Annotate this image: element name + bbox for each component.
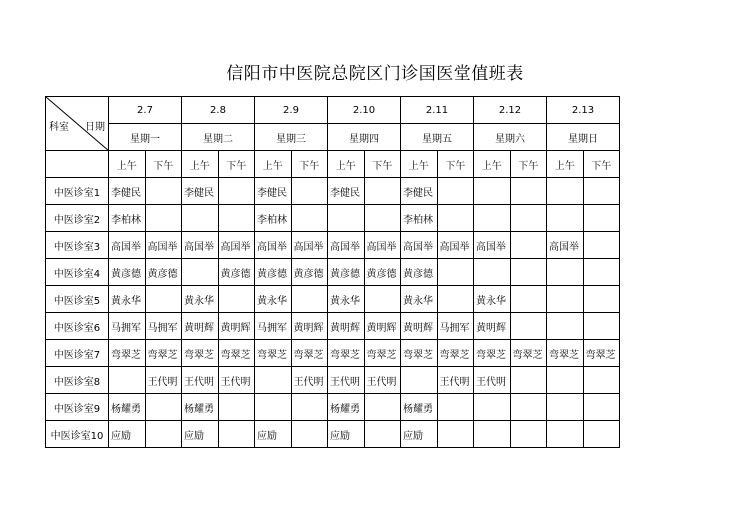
duty-cell: 弯翠芝: [583, 340, 620, 367]
duty-cell: 高国举: [547, 232, 584, 259]
duty-cell: [510, 178, 547, 205]
duty-cell: [218, 286, 255, 313]
table-row: [46, 205, 620, 232]
duty-cell: 马拥军: [145, 313, 182, 340]
room-name: 中医诊室9: [46, 394, 109, 421]
duty-cell: 王代明: [218, 367, 255, 394]
room-name: 中医诊室7: [46, 340, 109, 367]
room-name: 中医诊室2: [46, 205, 109, 232]
duty-cell: [328, 205, 365, 232]
duty-cell: [291, 421, 328, 448]
duty-cell: [547, 367, 584, 394]
duty-cell: [510, 259, 547, 286]
table-row: [46, 286, 620, 313]
shift-pm-header: 下午: [437, 151, 474, 178]
weekday-header: 星期五: [401, 124, 474, 151]
duty-cell: 王代明: [364, 367, 401, 394]
duty-cell: 王代明: [437, 367, 474, 394]
date-header: 2.7: [109, 97, 182, 124]
shift-pm-header: 下午: [218, 151, 255, 178]
weekday-header: 星期六: [474, 124, 547, 151]
duty-cell: 杨耀勇: [109, 394, 146, 421]
duty-cell: 高国举: [437, 232, 474, 259]
shift-row: [46, 151, 620, 178]
duty-cell: 应励: [255, 421, 292, 448]
duty-cell: 黄永华: [474, 286, 511, 313]
duty-cell: [474, 205, 511, 232]
duty-cell: 高国举: [291, 232, 328, 259]
duty-cell: 黄永华: [328, 286, 365, 313]
table-row: [46, 259, 620, 286]
duty-cell: 黄彦德: [291, 259, 328, 286]
duty-cell: 弯翠芝: [364, 340, 401, 367]
duty-cell: [583, 367, 620, 394]
duty-cell: [583, 313, 620, 340]
table-row: [46, 367, 620, 394]
duty-cell: [474, 394, 511, 421]
duty-cell: 黄明辉: [182, 313, 219, 340]
duty-cell: [510, 286, 547, 313]
table-row: [46, 340, 620, 367]
duty-cell: [583, 421, 620, 448]
duty-cell: 李健民: [328, 178, 365, 205]
duty-cell: [510, 205, 547, 232]
duty-cell: 高国举: [474, 232, 511, 259]
duty-cell: [145, 421, 182, 448]
room-name: 中医诊室8: [46, 367, 109, 394]
duty-cell: 高国举: [109, 232, 146, 259]
date-axis-label: 日期: [85, 122, 105, 133]
table-row: [46, 178, 620, 205]
duty-cell: 弯翠芝: [291, 340, 328, 367]
duty-cell: 杨耀勇: [182, 394, 219, 421]
duty-cell: 高国举: [401, 232, 438, 259]
date-row: [46, 97, 620, 124]
duty-cell: [547, 313, 584, 340]
duty-cell: [437, 394, 474, 421]
duty-cell: [510, 367, 547, 394]
corner-header: [46, 97, 109, 151]
date-header: 2.12: [474, 97, 547, 124]
duty-cell: 弯翠芝: [547, 340, 584, 367]
duty-cell: 高国举: [255, 232, 292, 259]
duty-cell: [364, 394, 401, 421]
duty-cell: 马拥军: [437, 313, 474, 340]
duty-cell: [547, 394, 584, 421]
duty-cell: [182, 205, 219, 232]
duty-cell: [474, 178, 511, 205]
duty-cell: [401, 367, 438, 394]
duty-cell: 李健民: [182, 178, 219, 205]
duty-cell: [291, 394, 328, 421]
room-name: 中医诊室1: [46, 178, 109, 205]
table-row: [46, 313, 620, 340]
duty-cell: 黄彦德: [364, 259, 401, 286]
duty-cell: 黄永华: [401, 286, 438, 313]
duty-cell: 弯翠芝: [401, 340, 438, 367]
duty-cell: 弯翠芝: [474, 340, 511, 367]
duty-cell: 黄永华: [255, 286, 292, 313]
duty-cell: [437, 421, 474, 448]
duty-cell: 弯翠芝: [109, 340, 146, 367]
duty-cell: [583, 232, 620, 259]
room-name: 中医诊室4: [46, 259, 109, 286]
shift-am-header: 上午: [401, 151, 438, 178]
table-row: [46, 421, 620, 448]
duty-cell: [218, 178, 255, 205]
duty-cell: 马拥军: [109, 313, 146, 340]
weekday-header: 星期四: [328, 124, 401, 151]
duty-cell: [109, 367, 146, 394]
duty-cell: 黄彦德: [218, 259, 255, 286]
duty-cell: [291, 205, 328, 232]
duty-cell: [291, 286, 328, 313]
duty-cell: [145, 178, 182, 205]
duty-cell: 李柏林: [401, 205, 438, 232]
duty-cell: [145, 286, 182, 313]
duty-cell: 黄明辉: [401, 313, 438, 340]
duty-cell: 黄明辉: [364, 313, 401, 340]
duty-cell: 弯翠芝: [328, 340, 365, 367]
blank-header-cell: [46, 151, 109, 178]
shift-pm-header: 下午: [291, 151, 328, 178]
duty-cell: 王代明: [291, 367, 328, 394]
duty-cell: [547, 178, 584, 205]
duty-cell: 黄永华: [182, 286, 219, 313]
duty-cell: 高国举: [328, 232, 365, 259]
date-header: 2.13: [547, 97, 620, 124]
duty-cell: [583, 394, 620, 421]
duty-cell: 应励: [401, 421, 438, 448]
duty-cell: [182, 259, 219, 286]
duty-cell: 杨耀勇: [401, 394, 438, 421]
duty-cell: [583, 178, 620, 205]
duty-cell: [218, 394, 255, 421]
weekday-header: 星期二: [182, 124, 255, 151]
duty-cell: [547, 205, 584, 232]
duty-cell: [474, 259, 511, 286]
duty-cell: [218, 421, 255, 448]
room-name: 中医诊室10: [46, 421, 109, 448]
shift-am-header: 上午: [255, 151, 292, 178]
room-axis-label: 科室: [49, 122, 69, 133]
duty-cell: 李健民: [255, 178, 292, 205]
shift-am-header: 上午: [328, 151, 365, 178]
duty-cell: [437, 286, 474, 313]
weekday-header: 星期三: [255, 124, 328, 151]
duty-cell: 黄明辉: [474, 313, 511, 340]
weekday-header: 星期日: [547, 124, 620, 151]
duty-cell: 高国举: [218, 232, 255, 259]
duty-cell: 弯翠芝: [218, 340, 255, 367]
duty-cell: [255, 367, 292, 394]
duty-cell: 弯翠芝: [437, 340, 474, 367]
duty-cell: [218, 205, 255, 232]
date-header: 2.11: [401, 97, 474, 124]
duty-cell: 黄明辉: [291, 313, 328, 340]
duty-cell: 李健民: [401, 178, 438, 205]
shift-am-header: 上午: [474, 151, 511, 178]
duty-cell: [547, 286, 584, 313]
page-title: 信阳市中医院总院区门诊国医堂值班表: [226, 64, 524, 84]
duty-cell: [437, 178, 474, 205]
duty-cell: [291, 178, 328, 205]
date-header: 2.9: [255, 97, 328, 124]
duty-cell: [510, 232, 547, 259]
shift-am-header: 上午: [547, 151, 584, 178]
duty-cell: 弯翠芝: [182, 340, 219, 367]
duty-cell: 李柏林: [109, 205, 146, 232]
duty-cell: 应励: [328, 421, 365, 448]
shift-pm-header: 下午: [583, 151, 620, 178]
duty-cell: 黄明辉: [328, 313, 365, 340]
duty-cell: 应励: [109, 421, 146, 448]
duty-cell: [583, 205, 620, 232]
duty-cell: [510, 313, 547, 340]
weekday-header: 星期一: [109, 124, 182, 151]
duty-cell: 黄明辉: [218, 313, 255, 340]
duty-cell: [255, 394, 292, 421]
shift-pm-header: 下午: [510, 151, 547, 178]
duty-cell: 王代明: [474, 367, 511, 394]
duty-cell: [583, 259, 620, 286]
shift-pm-header: 下午: [145, 151, 182, 178]
duty-cell: 弯翠芝: [145, 340, 182, 367]
duty-cell: [364, 421, 401, 448]
room-name: 中医诊室3: [46, 232, 109, 259]
duty-cell: 马拥军: [255, 313, 292, 340]
duty-cell: 黄彦德: [109, 259, 146, 286]
duty-cell: 弯翠芝: [255, 340, 292, 367]
duty-cell: [474, 421, 511, 448]
duty-cell: [547, 421, 584, 448]
duty-cell: [364, 178, 401, 205]
duty-cell: [547, 259, 584, 286]
weekday-row: [46, 124, 620, 151]
duty-cell: 王代明: [145, 367, 182, 394]
duty-schedule-table: [45, 96, 620, 448]
duty-cell: 李健民: [109, 178, 146, 205]
shift-am-header: 上午: [182, 151, 219, 178]
duty-cell: 黄彦德: [328, 259, 365, 286]
duty-cell: [510, 421, 547, 448]
duty-cell: [145, 394, 182, 421]
duty-cell: 弯翠芝: [510, 340, 547, 367]
duty-cell: 高国举: [145, 232, 182, 259]
duty-cell: 黄彦德: [145, 259, 182, 286]
duty-cell: 王代明: [328, 367, 365, 394]
duty-cell: [364, 205, 401, 232]
duty-cell: 黄永华: [109, 286, 146, 313]
shift-pm-header: 下午: [364, 151, 401, 178]
duty-cell: 杨耀勇: [328, 394, 365, 421]
duty-cell: 应励: [182, 421, 219, 448]
duty-cell: 高国举: [364, 232, 401, 259]
duty-cell: [510, 394, 547, 421]
date-header: 2.8: [182, 97, 255, 124]
duty-cell: 李柏林: [255, 205, 292, 232]
duty-cell: [145, 205, 182, 232]
duty-cell: 黄彦德: [255, 259, 292, 286]
table-row: [46, 232, 620, 259]
duty-cell: [364, 286, 401, 313]
table-row: [46, 394, 620, 421]
duty-cell: [583, 286, 620, 313]
duty-cell: [437, 205, 474, 232]
room-name: 中医诊室5: [46, 286, 109, 313]
duty-cell: 高国举: [182, 232, 219, 259]
duty-cell: 王代明: [182, 367, 219, 394]
duty-cell: [437, 259, 474, 286]
shift-am-header: 上午: [109, 151, 146, 178]
duty-cell: 黄彦德: [401, 259, 438, 286]
date-header: 2.10: [328, 97, 401, 124]
room-name: 中医诊室6: [46, 313, 109, 340]
